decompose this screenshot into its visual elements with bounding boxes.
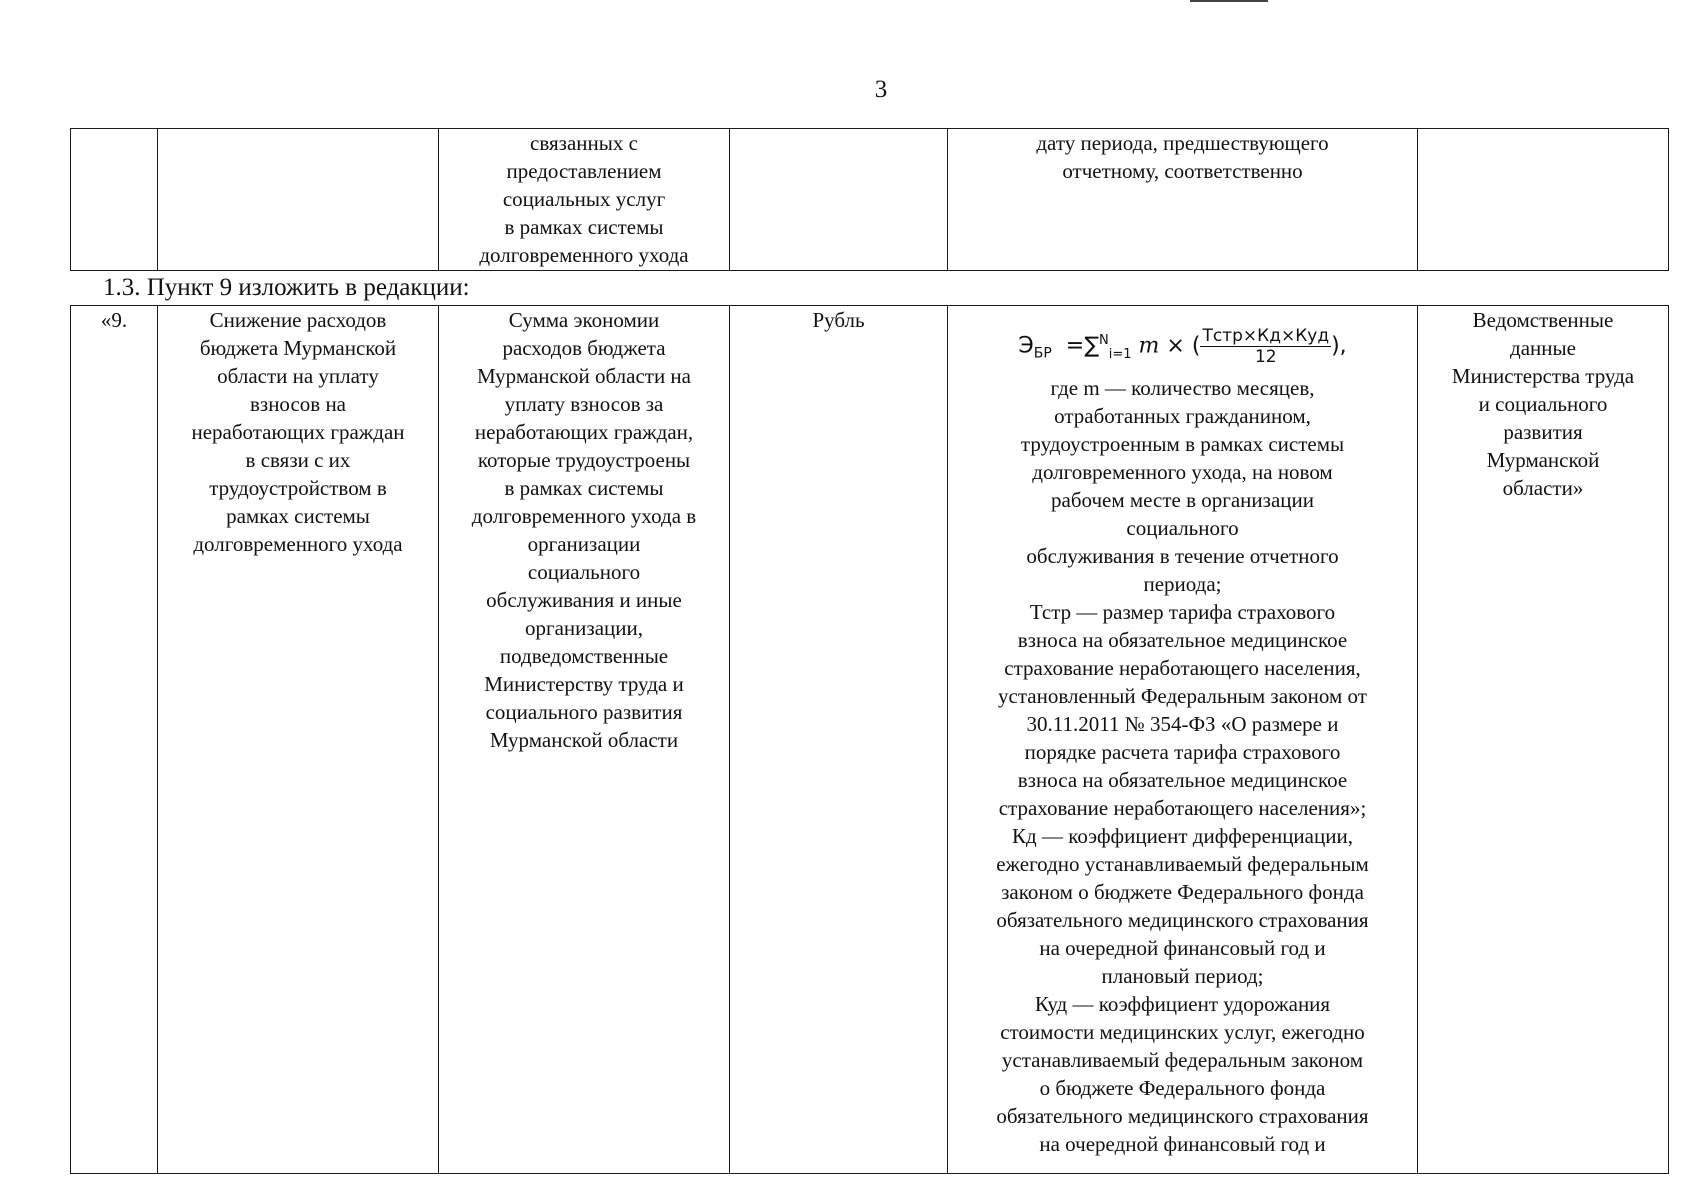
- text-line: взносов на: [249, 392, 347, 416]
- sum-lower-limit: i=1: [1108, 346, 1132, 362]
- text-line: установленный Федеральным законом от: [998, 683, 1367, 708]
- text-line: области»: [1502, 476, 1584, 500]
- sum-symbol: ∑: [1084, 333, 1100, 359]
- indicator-table: [70, 305, 1669, 1174]
- text-line: 30.11.2011 № 354-ФЗ «О размере и: [1026, 711, 1339, 736]
- cell-method: [948, 306, 1418, 1174]
- formula-fraction: [1200, 326, 1331, 367]
- text-line: страхование неработающего населения»;: [998, 795, 1367, 820]
- text-line: социального развития: [485, 700, 683, 724]
- section-heading: 1.3. Пункт 9 изложить в редакции:: [103, 274, 470, 301]
- text-line: о бюджете Федерального фонда: [1039, 1075, 1326, 1100]
- text-line: на очередной финансовый год и: [1039, 935, 1326, 960]
- text-line: обслуживания и иные: [486, 588, 682, 612]
- cell-unit: [730, 306, 948, 1174]
- text-line: на очередной финансовый год и: [1039, 1131, 1326, 1156]
- text-line: обязательного медицинского страхования: [996, 1103, 1369, 1128]
- text-line: Ведомственные: [1472, 308, 1614, 332]
- text-line: где m — количество месяцев,: [1050, 375, 1315, 400]
- text-line: Мурманской: [1486, 448, 1600, 472]
- page-number: 3: [874, 76, 888, 103]
- text-line: долговременного ухода: [193, 532, 403, 556]
- cell-source: [1418, 306, 1669, 1174]
- text-line: взноса на обязательное медицинское: [1017, 767, 1348, 792]
- cell-indicator: [158, 306, 439, 1174]
- text-line: Министерству труда и: [484, 672, 684, 696]
- table-row: [71, 306, 1669, 1174]
- text-line: трудоустроенным в рамках системы: [1020, 431, 1345, 456]
- text-line: социальных услуг: [502, 187, 666, 211]
- formula-open-paren: (: [1191, 333, 1201, 359]
- text-line: бюджета Мурманской: [199, 336, 397, 360]
- text-line: Кд — коэффициент дифференциации,: [1012, 823, 1353, 848]
- text-line: отчетному, соответственно: [1062, 159, 1303, 183]
- formula-lhs-subscript: БР: [1033, 345, 1052, 362]
- text-line: организации: [527, 532, 641, 556]
- text-line: в рамках системы: [504, 215, 664, 239]
- text-line: Мурманской области: [489, 728, 679, 752]
- text-line: периода;: [1143, 571, 1222, 596]
- cell-source: [1418, 129, 1669, 271]
- unit-label: Рубль: [812, 308, 865, 332]
- text-line: в связи с их: [245, 448, 351, 472]
- table-row: [71, 129, 1669, 271]
- text-line: социального: [527, 560, 641, 584]
- text-line: и социального: [1478, 392, 1608, 416]
- text-line: расходов бюджета: [502, 336, 666, 360]
- cell-unit: [730, 129, 948, 271]
- text-line: уплату взносов за: [504, 392, 664, 416]
- text-line: данные: [1510, 336, 1576, 360]
- text-line: дату периода, предшествующего: [1036, 131, 1329, 155]
- text-line: взноса на обязательное медицинское: [1017, 627, 1348, 652]
- text-line: отработанных гражданином,: [1054, 403, 1311, 428]
- row-number: «9.: [100, 308, 128, 332]
- text-line: в рамках системы: [504, 476, 664, 500]
- text-line: ежегодно устанавливаемый федеральным: [996, 851, 1369, 876]
- text-line: долговременного ухода: [479, 243, 689, 267]
- sum-upper-limit: N: [1099, 333, 1109, 349]
- text-line: организации,: [525, 616, 643, 640]
- continuation-table: [70, 128, 1669, 271]
- fraction-numerator: Тстр×Кд×Куд: [1202, 326, 1330, 346]
- text-line: устанавливаемый федеральным законом: [1001, 1047, 1364, 1072]
- text-line: обслуживания в течение отчетного: [1026, 543, 1339, 568]
- text-line: законом о бюджете Федерального фонда: [1001, 879, 1364, 904]
- cell-number: [71, 306, 158, 1174]
- text-line: связанных с: [530, 131, 638, 155]
- text-line: Мурманской области на: [477, 364, 691, 388]
- fraction-denominator: 12: [1254, 347, 1277, 367]
- text-line: которые трудоустроены: [477, 448, 691, 472]
- text-line: обязательного медицинского страхования: [996, 907, 1369, 932]
- text-line: Сумма экономии: [508, 308, 660, 332]
- text-line: стоимости медицинских услуг, ежегодно: [1000, 1019, 1365, 1044]
- text-line: страхование неработающего населения,: [1004, 655, 1361, 680]
- formula: [954, 326, 1411, 370]
- text-line: Тстр — размер тарифа страхового: [1029, 599, 1336, 624]
- formula-close-paren: ),: [1331, 333, 1347, 359]
- formula-variable-m: m: [1138, 333, 1160, 359]
- text-line: трудоустройством в: [209, 476, 387, 500]
- text-line: области на уплату: [217, 364, 379, 388]
- cell-definition: [439, 129, 730, 271]
- text-line: Министерства труда: [1451, 364, 1635, 388]
- text-line: долговременного ухода, на новом: [1032, 459, 1333, 484]
- text-line: неработающих граждан: [191, 420, 405, 444]
- text-line: рабочем месте в организации: [1051, 487, 1314, 512]
- text-line: подведомственные: [499, 644, 669, 668]
- text-line: неработающих граждан,: [474, 420, 694, 444]
- text-line: предоставлением: [506, 159, 662, 183]
- top-edge-mark: [1190, 0, 1268, 2]
- text-line: Куд — коэффициент удорожания: [1034, 991, 1331, 1016]
- cell-number: [71, 129, 158, 271]
- cell-indicator: [158, 129, 439, 271]
- formula-equals: =: [1065, 333, 1085, 359]
- text-line: плановый период;: [1101, 963, 1264, 988]
- text-line: Снижение расходов: [209, 308, 387, 332]
- text-line: социального: [1126, 515, 1239, 540]
- text-line: долговременного ухода в: [471, 504, 697, 528]
- text-line: порядке расчета тарифа страхового: [1024, 739, 1341, 764]
- formula-lhs: Э: [1018, 333, 1034, 359]
- cell-definition: [439, 306, 730, 1174]
- formula-times: ×: [1166, 333, 1185, 359]
- text-line: рамках системы: [226, 504, 370, 528]
- text-line: развития: [1503, 420, 1583, 444]
- cell-method: [948, 129, 1418, 271]
